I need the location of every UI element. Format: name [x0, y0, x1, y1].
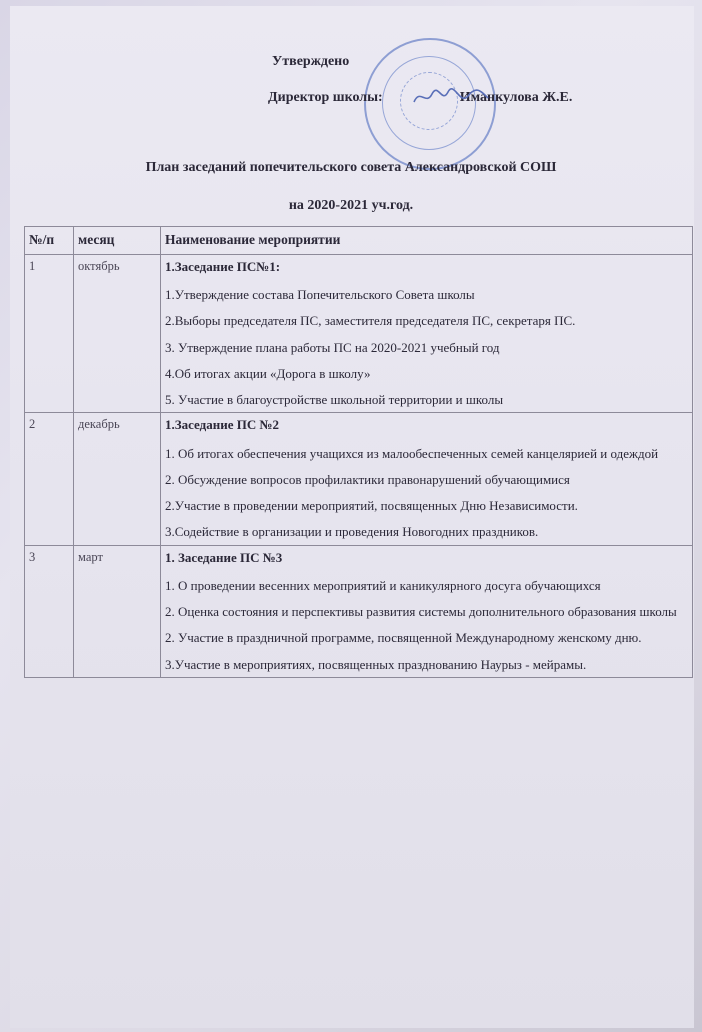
event-item: 3. Утверждение плана работы ПС на 2020-2021 учебный год: [165, 339, 500, 355]
plan-table: [24, 226, 693, 678]
row-month: декабрь: [74, 413, 161, 545]
table-header-row: [25, 227, 693, 255]
director-signature: [410, 84, 490, 110]
event-item: 3.Содействие в организации и проведения Новогодних праздников.: [165, 524, 539, 540]
event-item: 1. О проведении весенних мероприятий и каникулярного досуга обучающихся: [165, 577, 601, 593]
row-events: [161, 254, 693, 413]
row-events: [161, 413, 693, 545]
row-number: 1: [25, 254, 74, 413]
document-title: План заседаний попечительского совета Александровской СОШ: [145, 160, 557, 175]
session-title: 1. Заседание ПС №3: [165, 549, 283, 565]
event-item: 2. Участие в праздничной программе, посвященной Международному женскому дню.: [165, 630, 642, 646]
table-row: [25, 254, 693, 413]
row-month: март: [74, 545, 161, 677]
header-month: месяц: [74, 227, 161, 255]
event-item: 2. Оценка состояния и перспективы развития системы дополнительного образования школы: [165, 604, 677, 620]
row-number: 2: [25, 413, 74, 545]
table-row: [25, 413, 693, 545]
director-name: Иманкулова Ж.Е.: [459, 90, 573, 105]
table-row: [25, 545, 693, 677]
event-item: 3.Участие в мероприятиях, посвященных празднованию Наурыз - мейрамы.: [165, 656, 587, 672]
director-label: Директор школы:: [268, 90, 383, 105]
approved-label: Утверждено: [272, 54, 350, 69]
row-number: 3: [25, 545, 74, 677]
session-title: 1.Заседание ПС№1:: [165, 258, 281, 274]
session-title: 1.Заседание ПС №2: [165, 417, 280, 433]
document-subtitle: на 2020-2021 уч.год.: [288, 198, 414, 213]
header-number: №/п: [25, 227, 74, 255]
event-item: 1.Утверждение состава Попечительского Совета школы: [165, 287, 475, 303]
event-item: 5. Участие в благоустройстве школьной территории и школы: [165, 392, 504, 408]
header-event: Наименование мероприятии: [161, 227, 693, 255]
event-item: 1. Об итогах обеспечения учащихся из малообеспеченных семей канцелярией и одеждой: [165, 445, 659, 461]
event-item: 2.Выборы председателя ПС, заместителя председателя ПС, секретаря ПС.: [165, 313, 576, 329]
event-item: 4.Об итогах акции «Дорога в школу»: [165, 365, 371, 381]
row-month: октябрь: [74, 254, 161, 413]
row-events: [161, 545, 693, 677]
event-item: 2.Участие в проведении мероприятий, посвященных Дню Независимости.: [165, 498, 578, 514]
event-item: 2. Обсуждение вопросов профилактики правонарушений обучающимися: [165, 471, 570, 487]
